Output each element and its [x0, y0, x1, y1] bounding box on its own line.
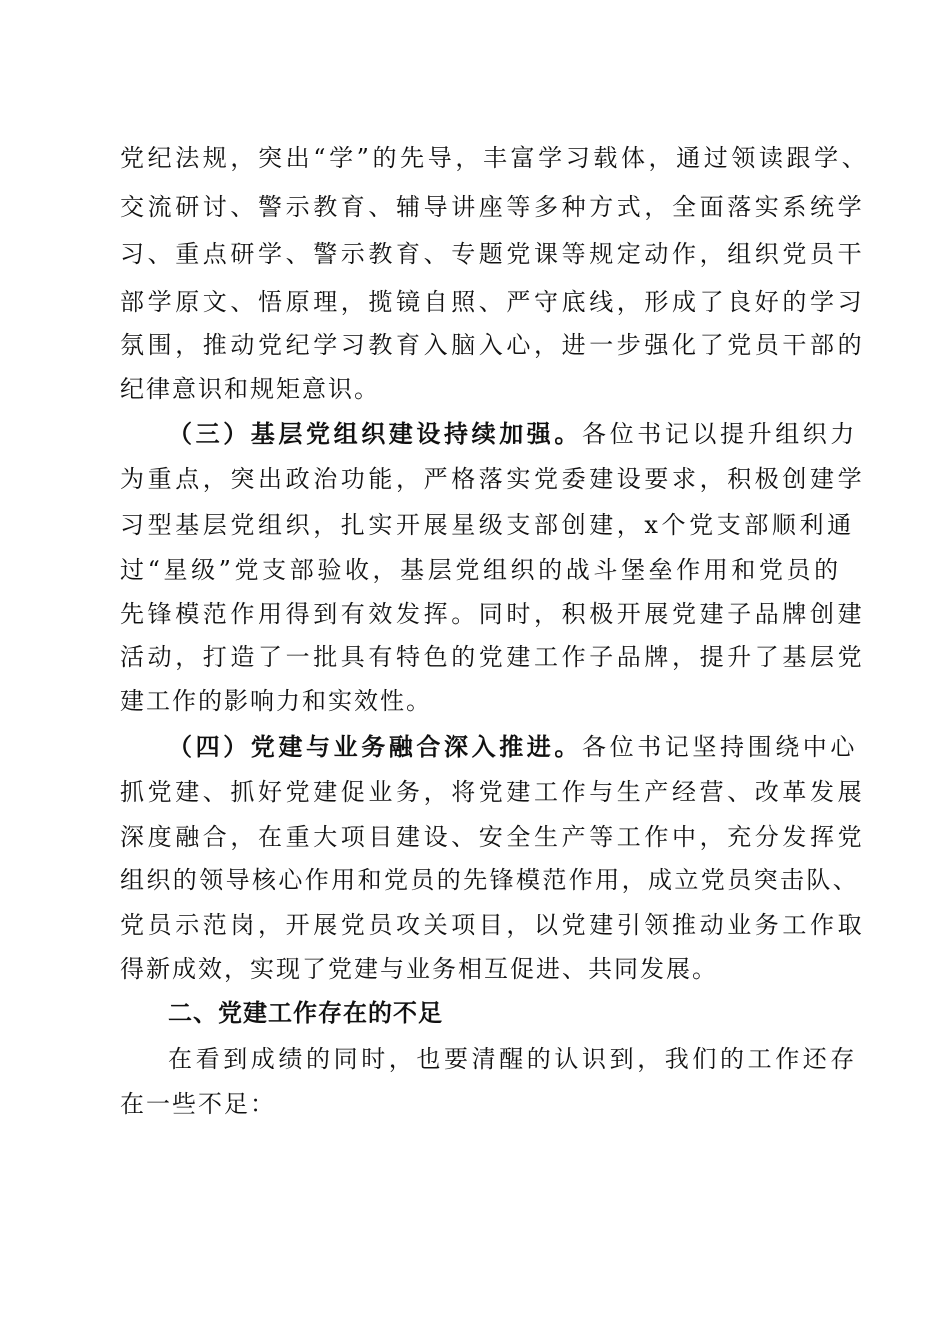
paragraph-1-line-4: 部学原文、悟原理，揽镜自照、严守底线，形成了良好的学习 [120, 288, 866, 316]
paragraph-1-line-5: 氛围，推动党纪学习教育入脑入心，进一步强化了党员干部的 [120, 331, 866, 359]
paragraph-3-first-rest: 各位书记坚持围绕中心 [582, 733, 858, 761]
paragraph-2-line-3: 习型基层党组织，扎实开展星级支部创建，x个党支部顺利通 [120, 511, 855, 539]
paragraph-3-line-6: 得新成效，实现了党建与业务相互促进、共同发展。 [120, 955, 718, 983]
paragraph-2-lead: （三）基层党组织建设持续加强。 [168, 419, 582, 448]
paragraph-2-first-line [168, 417, 888, 451]
paragraph-1-line-2: 交流研讨、警示教育、辅导讲座等多种方式，全面落实系统学 [120, 193, 866, 221]
paragraph-3-lead: （四）党建与业务融合深入推进。 [168, 732, 582, 761]
paragraph-1-line-3: 习、重点研学、警示教育、专题党课等规定动作，组织党员干 [120, 240, 866, 268]
paragraph-1-line-6: 纪律意识和规矩意识。 [120, 375, 380, 403]
paragraph-3-line-2: 抓党建、抓好党建促业务，将党建工作与生产经营、改革发展 [120, 778, 866, 806]
paragraph-2-line-7: 建工作的影响力和实效性。 [120, 687, 432, 715]
paragraph-2-line-6: 活动，打造了一批具有特色的党建工作子品牌，提升了基层党 [120, 643, 866, 671]
paragraph-3-line-5: 党员示范岗，开展党员攻关项目，以党建引领推动业务工作取 [120, 911, 866, 939]
paragraph-2-line-4: 过“星级”党支部验收，基层党组织的战斗堡垒作用和党员的 [120, 556, 842, 584]
paragraph-2-line-2: 为重点，突出政治功能，严格落实党委建设要求，积极创建学 [120, 465, 866, 493]
paragraph-4-line-1: 在看到成绩的同时，也要清醒的认识到，我们的工作还存 [168, 1045, 858, 1073]
paragraph-2-line-5: 先锋模范作用得到有效发挥。同时，积极开展党建子品牌创建 [120, 600, 866, 628]
paragraph-1-line-1: 党纪法规，突出“学”的先导，丰富学习载体，通过领读跟学、 [120, 144, 870, 172]
paragraph-2-first-rest: 各位书记以提升组织力 [582, 420, 858, 448]
paragraph-4-line-2: 在一些不足： [120, 1090, 276, 1118]
section-heading: 二、党建工作存在的不足 [168, 999, 443, 1027]
paragraph-3-line-4: 组织的领导核心作用和党员的先锋模范作用，成立党员突击队、 [120, 866, 860, 894]
paragraph-3-first-line [168, 730, 888, 764]
paragraph-3-line-3: 深度融合，在重大项目建设、安全生产等工作中，充分发挥党 [120, 823, 866, 851]
